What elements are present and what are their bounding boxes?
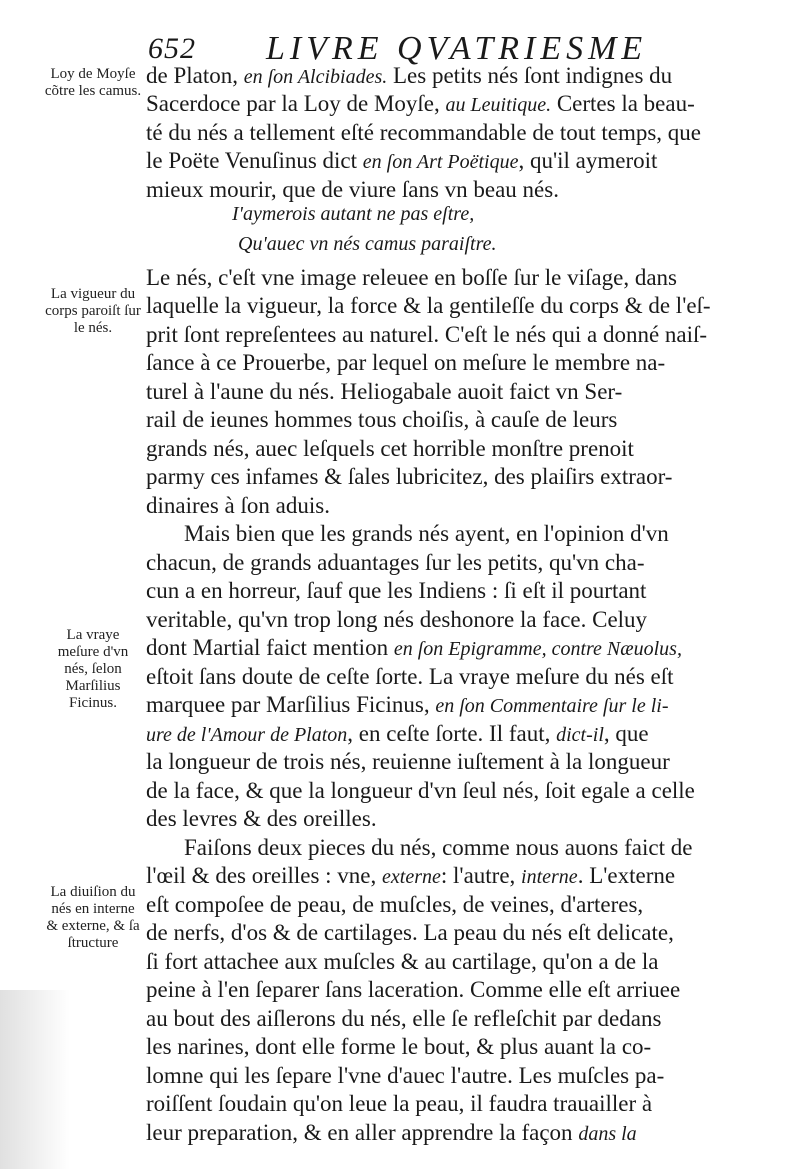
text-line: chacun, de grands aduantages ſur les petits, qu'vn cha-: [146, 550, 645, 575]
verse-line: I'aymerois autant ne pas eſtre,: [232, 203, 475, 225]
text-line: cun a en horreur, ſauf que les Indiens : ſi eſt il pourtant: [146, 578, 647, 603]
page-shadow: [0, 990, 70, 1169]
text-line: de la face, & que la longueur d'vn ſeul nés, ſoit egale a celle: [146, 778, 695, 803]
text-line: des levres & des oreilles.: [146, 806, 377, 831]
text-line: Mais bien que les grands nés ayent, en l'opinion d'vn: [184, 521, 669, 546]
text-line: Sacerdoce par la Loy de Moyſe, au Leuitique. Certes la beau-: [146, 91, 695, 116]
text-line: lomne qui les ſepare l'vne d'auec l'autre. Les muſcles pa-: [146, 1063, 665, 1088]
text-line: leur preparation, & en aller apprendre la façon dans la: [146, 1120, 637, 1145]
running-head: LIVRE QVATRIESME: [266, 30, 648, 67]
text-line: de Platon, en ſon Alcibiades. Les petits nés ſont indignes du: [146, 63, 673, 88]
text-line: té du nés a tellement eſté recommandable de tout temps, que: [146, 120, 701, 145]
text-line: au bout des aiſlerons du nés, elle ſe refleſchit par dedans: [146, 1006, 662, 1031]
margin-note-moyse: Loy de Moyſe cõtre les camus.: [44, 66, 142, 99]
text-line: peine à l'en ſeparer ſans laceration. Comme elle eſt arriuee: [146, 977, 681, 1002]
text-line: les narines, dont elle forme le bout, & plus auant la co-: [146, 1034, 652, 1059]
text-line: ure de l'Amour de Platon, en ceſte ſorte. Il faut, dict-il, que: [146, 721, 649, 746]
text-line: laquelle la vigueur, la force & la gentileſſe du corps & de l'eſ-: [146, 293, 711, 318]
margin-note-vigueur: La vigueur du corps paroiſt ſur le nés.: [45, 286, 141, 336]
text-line: marquee par Marſilius Ficinus, en ſon Commentaire ſur le li-: [146, 692, 669, 717]
text-line: eſtoit ſans doute de ceſte ſorte. La vraye meſure du nés eſt: [146, 664, 674, 689]
text-line: parmy ces infames & ſales lubricitez, des plaiſirs extraor-: [146, 464, 673, 489]
text-line: l'œil & des oreilles : vne, externe: l'autre, interne. L'externe: [146, 863, 676, 888]
verse-line: Qu'auec vn nés camus paraiſtre.: [238, 233, 497, 255]
text-line: turel à l'aune du nés. Heliogabale auoit faict vn Ser-: [146, 379, 623, 404]
text-line: de nerfs, d'os & de cartilages. La peau du nés eſt delicate,: [146, 920, 674, 945]
text-line: eſt compoſee de peau, de muſcles, de veines, d'arteres,: [146, 892, 644, 917]
text-line: mieux mourir, que de viure ſans vn beau nés.: [146, 177, 559, 202]
text-line: la longueur de trois nés, reuienne iuſtement à la longueur: [146, 749, 670, 774]
margin-note-mesure: La vraye meſure d'vn nés, ſelon Marſilius Ficinus.: [57, 627, 129, 711]
text-line: veritable, qu'vn trop long nés deshonore la face. Celuy: [146, 607, 648, 632]
text-line: ſance à ce Prouerbe, par lequel on meſure le membre na-: [146, 350, 666, 375]
text-line: dont Martial faict mention en ſon Epigramme, contre Næuolus,: [146, 635, 682, 660]
text-line: Faiſons deux pieces du nés, comme nous auons faict de: [184, 835, 693, 860]
text-line: Le nés, c'eſt vne image releuee en boſſe ſur le viſage, dans: [146, 265, 677, 290]
text-line: grands nés, auec leſquels cet horrible monſtre prenoit: [146, 436, 634, 461]
margin-note-diuision: La diuiſion du nés en interne & externe, & ſa ſtructure: [46, 884, 140, 951]
page-number: 652: [148, 32, 196, 65]
text-line: dinaires à ſon aduis.: [146, 493, 330, 518]
text-line: roiſſent ſoudain qu'on leue la peau, il faudra trauailler à: [146, 1091, 653, 1116]
text-line: rail de ieunes hommes tous choiſis, à cauſe de leurs: [146, 407, 618, 432]
text-line: prit ſont repreſentees au naturel. C'eſt le nés qui a donné naiſ-: [146, 322, 708, 347]
text-line: ſi fort attachee aux muſcles & au cartilage, qu'on a de la: [146, 949, 659, 974]
text-line: le Poëte Venuſinus dict en ſon Art Poëtique, qu'il aymeroit: [146, 148, 658, 173]
